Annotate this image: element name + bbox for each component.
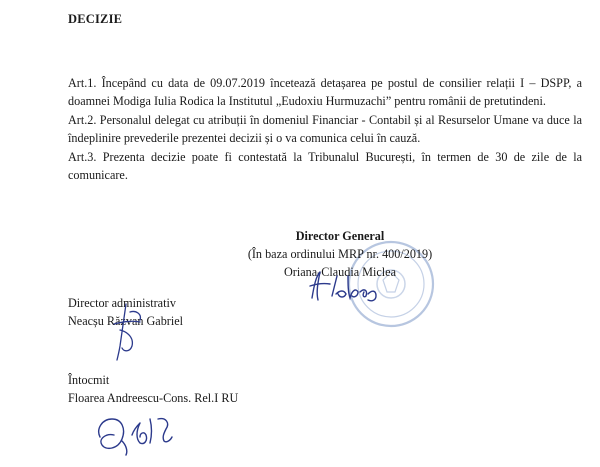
director-administrativ-name: Neacșu Răzvan Gabriel xyxy=(68,314,184,328)
article-2-line-1: Art.2. Personalul delegat cu atribuții în domeniul Financiar - Contabil și al Resurselor Umane va duce la xyxy=(68,113,582,127)
director-administrativ-title: Director administrativ xyxy=(68,296,176,310)
article-3-line-1: Art.3. Prezenta decizie poate fi contestată la Tribunalul București, în termen de 30 de zile de la xyxy=(68,150,582,164)
director-general-signature-icon xyxy=(306,268,386,306)
intocmit-name: Floarea Andreescu-Cons. Rel.I RU xyxy=(68,391,239,405)
director-general-title: Director General xyxy=(295,229,385,243)
article-2-line-2: îndeplinire prevederile prezentei decizii și o va comunica celui în cauză. xyxy=(68,131,421,146)
director-administrativ-signature-icon xyxy=(104,300,164,362)
article-2 xyxy=(68,111,582,148)
intocmit-block xyxy=(68,371,238,407)
intocmit-label: Întocmit xyxy=(68,373,110,387)
article-1 xyxy=(68,74,582,111)
article-3 xyxy=(68,148,582,185)
article-3-line-2: comunicare. xyxy=(68,168,128,183)
article-1-line-2: doamnei Modiga Iulia Rodica la Institutul „Eudoxiu Hurmuzachi” pentru românii de pretutindeni. xyxy=(68,94,546,109)
intocmit-signature-icon xyxy=(92,405,192,457)
director-general-name: Oriana-Claudia Miclea xyxy=(283,265,396,279)
article-1-line-1: Art.1. Începând cu data de 09.07.2019 încetează detașarea pe postul de consilier relații I – DSPP, a xyxy=(68,76,582,90)
director-general-basis: (În baza ordinului MRP nr. 400/2019) xyxy=(247,247,433,261)
document-title: DECIZIE xyxy=(68,12,123,26)
